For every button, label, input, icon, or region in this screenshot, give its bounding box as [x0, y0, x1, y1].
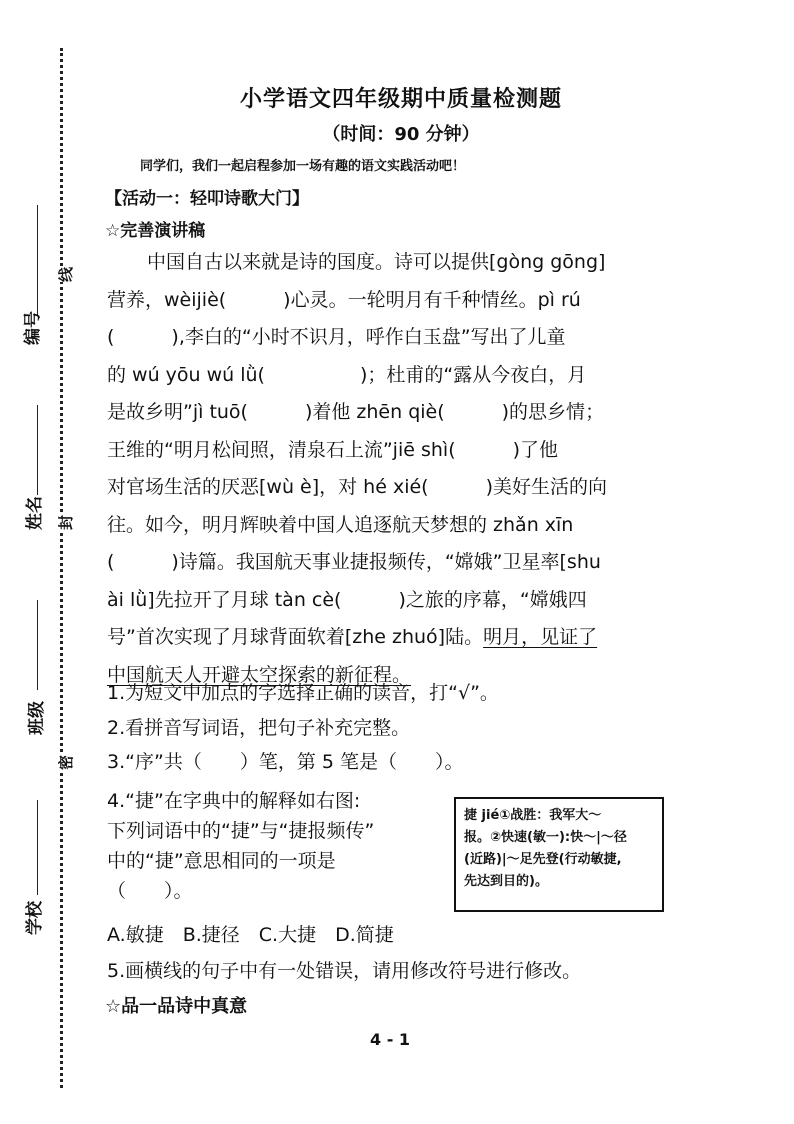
- underlined-sentence-end: 中国航天人开避太空探索的新征程。: [107, 663, 412, 686]
- para-line: ( ),李白的“小时不识月，呼作白玉盘”写出了儿童: [107, 326, 566, 348]
- para-line: [107, 619, 695, 657]
- q4-line: 4.“捷”在字典中的解释如右图:: [107, 790, 361, 812]
- margin-label-name: 姓名: [25, 496, 45, 530]
- para-line: 对官场生活的厌恶[wù è]，对 hé xié( )美好生活的向: [107, 476, 607, 498]
- q4-line: （ ）。: [107, 880, 193, 902]
- para-line: 是故乡明”jì tuō( )着他 zhēn qiè( )的思乡情；: [107, 401, 605, 423]
- margin-line-name: [37, 405, 38, 495]
- margin-line-class: [37, 600, 38, 690]
- question-1: 1.为短文中加点的字选择正确的读音，打“√”。: [107, 682, 499, 704]
- exam-time: （时间：90 分钟）: [322, 124, 480, 145]
- dict-line: 报。②快速(敏一):快～|～径: [464, 830, 627, 845]
- exam-intro: 同学们，我们一起启程参加一场有趣的语文实践活动吧！: [140, 159, 466, 174]
- para-line: ( )诗篇。我国航天事业捷报频传，“嫦娥”卫星率[shu: [107, 551, 601, 573]
- margin-label-class: 班级: [27, 701, 47, 735]
- question-5: 5.画横线的句子中有一处错误，请用修改符号进行修改。: [107, 960, 582, 982]
- para-line: ài lǜ]先拉开了月球 tàn cè( )之旅的序幕，“嫦娥四: [107, 588, 587, 611]
- activity-header: 【活动一：轻叩诗歌大门】: [105, 189, 309, 209]
- page-number: 4 - 1: [370, 1030, 411, 1049]
- margin-label-school: 学校: [25, 901, 45, 935]
- para-line-part: 号”首次实现了月球背面软着[zhe zhuó]陆。: [107, 626, 484, 648]
- margin-label-number: 编号: [23, 311, 43, 345]
- subsection-speech: ☆完善演讲稿: [105, 221, 206, 241]
- question-3: 3.“序”共（ ）笔，第 5 笔是（ ）。: [107, 751, 464, 773]
- speech-paragraph: [107, 244, 695, 694]
- para-line: 的 wú yōu wú lǜ( )；杜甫的“露从今夜白，月: [107, 363, 587, 386]
- exam-title: 小学语文四年级期中质量检测题: [239, 87, 562, 112]
- binding-dotted-line: [60, 48, 63, 1088]
- q4-line: 中的“捷”意思相同的一项是: [107, 850, 336, 872]
- dict-line: 先达到目的)。: [464, 874, 548, 889]
- underlined-sentence-start: 明月，见证了: [483, 626, 598, 648]
- question-2: 2.看拼音写词语，把句子补充完整。: [107, 717, 411, 739]
- para-line: 中国自古以来就是诗的国度。诗可以提供[gòng gōng]: [147, 251, 606, 273]
- margin-line-number: [37, 205, 38, 315]
- para-line: 往。如今，明月辉映着中国人追逐航天梦想的 zhǎn xīn: [107, 513, 574, 536]
- margin-cut-line: 线: [57, 266, 75, 282]
- q4-line: 下列词语中的“捷”与“捷报频传”: [107, 820, 375, 842]
- para-line: 营养，wèijiè( )心灵。一轮明月有千种情丝。pì rú: [107, 288, 581, 311]
- margin-cut-seal: 封: [57, 514, 75, 530]
- margin-line-school: [37, 800, 38, 895]
- dict-line: (近路)|～足先登(行动敏捷,: [464, 852, 622, 867]
- question-4-options: A.敏捷 B.捷径 C.大捷 D.简捷: [107, 924, 394, 946]
- dictionary-box: [454, 797, 664, 912]
- dict-line: 捷 jié①战胜：我军大～: [464, 808, 602, 823]
- para-line: 王维的“明月松间照，清泉石上流”jiē shì( )了他: [107, 438, 559, 461]
- margin-cut-secret: 密: [57, 754, 75, 770]
- question-4: [107, 786, 447, 906]
- subsection-poetry: ☆品一品诗中真意: [105, 996, 248, 1017]
